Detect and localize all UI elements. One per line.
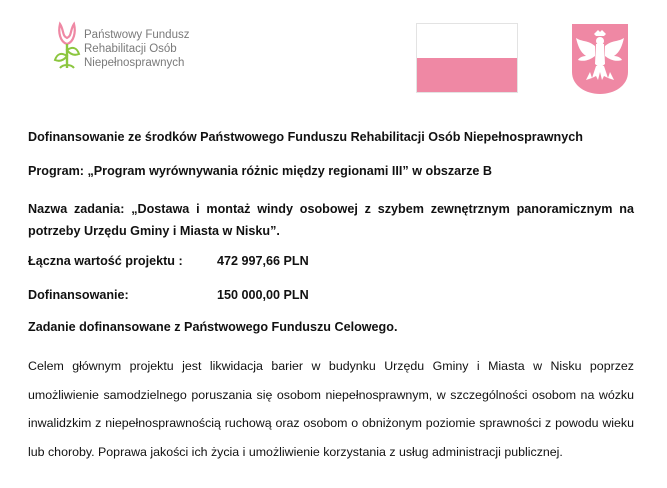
pfron-logo-text [84,28,189,70]
tulip-icon [52,20,82,74]
task-name: Nazwa zadania: „Dostawa i montaż windy osobowej z szybem zewnętrznym panoramicznym na potrzeby Urzędu Gminy i Miasta w Nisku”. [28,202,634,238]
total-value-label: Łączna wartość projektu : [28,254,183,268]
header [0,0,667,110]
polish-flag [416,23,518,93]
cofunding-row [28,288,309,302]
program-line: Program: „Program wyrównywania różnic między regionami III” w obszarze B [28,164,492,178]
polish-emblem-icon [570,22,630,96]
pfron-logo-line2: Rehabilitacji Osób [84,43,177,55]
cofunding-value: 150 000,00 PLN [217,288,309,302]
total-value-row [28,254,309,268]
funding-source: Dofinansowanie ze środków Państwowego Funduszu Rehabilitacji Osób Niepełnosprawnych [28,130,583,144]
cofunding-label: Dofinansowanie: [28,288,129,302]
flag-red-stripe [417,58,517,92]
project-description: Celem głównym projektu jest likwidacja barier w budynku Urzędu Gminy i Miasta w Nisku poprzez umożliwienie samodzielnego poruszania się osobom niepełnosprawnym, w szczególności osobom na wózku inwalidzkim z niepełnosprawnością ruchową oraz osobom o obniżonym poziomie sprawności z powodu wieku lub choroby. Poprawa jakości ich życia i umożliwienie korzystania z usług administracji publicznej. [28,359,634,459]
cofunded-from: Zadanie dofinansowane z Państwowego Funduszu Celowego. [28,320,398,334]
pfron-logo [52,20,222,76]
pfron-logo-line1: Państwowy Fundusz [84,29,190,41]
total-value: 472 997,66 PLN [217,254,309,268]
flag-white-stripe [417,24,517,58]
pfron-logo-line3: Niepełnosprawnych [84,57,185,69]
